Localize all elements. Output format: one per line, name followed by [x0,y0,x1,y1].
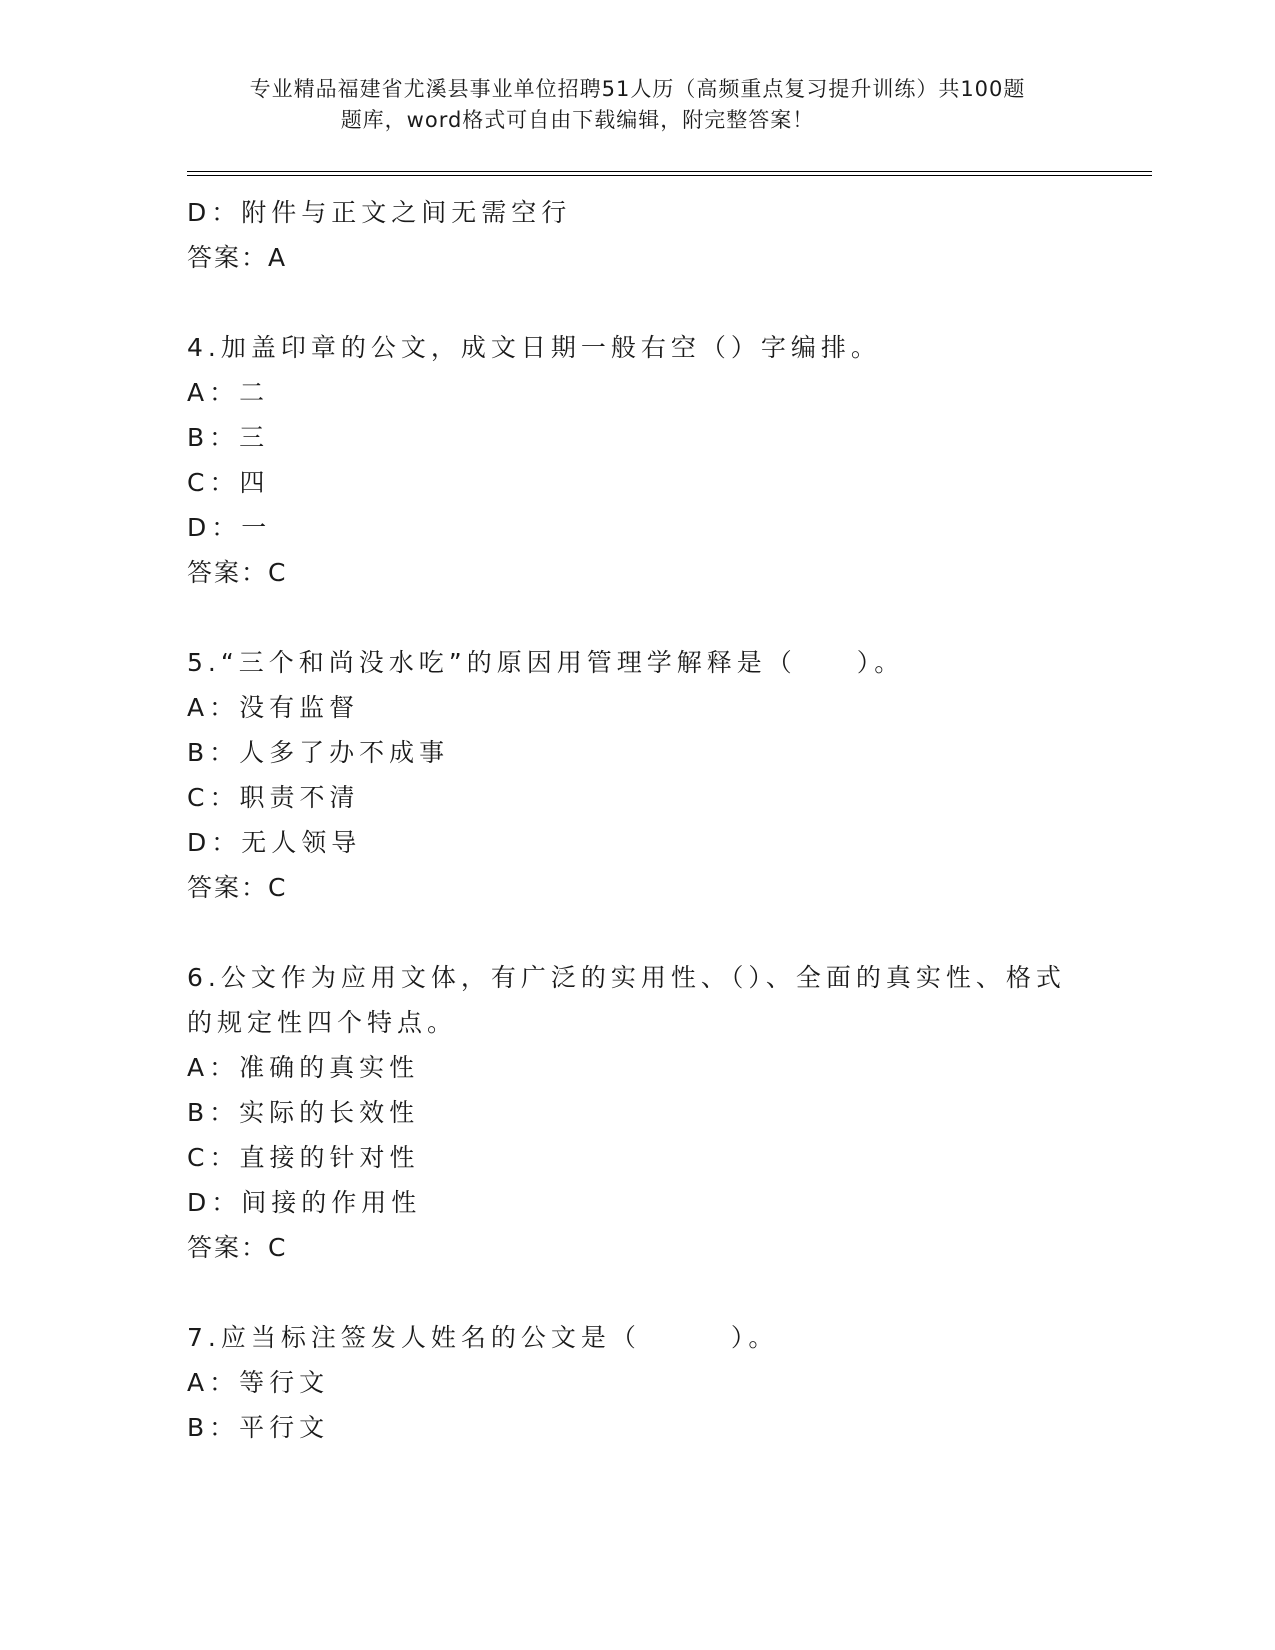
option-b: B：人多了办不成事 [187,738,450,767]
option-b: B：平行文 [187,1413,330,1442]
option-c: C：四 [187,468,270,497]
option-a: A：二 [187,378,270,407]
option-c: C：职责不清 [187,783,360,812]
option-a: A：等行文 [187,1368,330,1397]
question-text: 4.加盖印章的公文，成文日期一般右空（）字编排。 [187,333,881,362]
option-d: D：间接的作用性 [187,1188,422,1217]
question-text: 5.“三个和尚没水吃”的原因用管理学解释是（ ）。 [187,648,905,677]
question-6 [187,955,1087,1270]
question-7 [187,1315,1087,1450]
option-c: C：直接的针对性 [187,1143,420,1172]
question-text: 7.应当标注签发人姓名的公文是（ ）。 [187,1323,779,1352]
question-list [187,190,1087,1450]
option-b: B：实际的长效性 [187,1098,420,1127]
page-header [0,74,1275,136]
option-d: D：附件与正文之间无需空行 [187,198,572,227]
header-title-line2: 题库，word格式可自由下载编辑，附完整答案！ [340,108,815,132]
answer: 答案：A [187,243,288,272]
question-5 [187,640,1087,910]
question-3-tail [187,190,1087,280]
option-d: D：无人领导 [187,828,362,857]
answer: 答案：C [187,1233,288,1262]
question-text-line2: 的规定性四个特点。 [187,1008,458,1037]
option-a: A：没有监督 [187,693,360,722]
option-d: D：一 [187,513,272,542]
answer: 答案：C [187,558,288,587]
option-a: A：准确的真实性 [187,1053,420,1082]
answer: 答案：C [187,873,288,902]
question-text-line1: 6.公文作为应用文体，有广泛的实用性、（）、全面的真实性、格式 [187,963,1066,992]
header-title-line1: 专业精品福建省尤溪县事业单位招聘51人历（高频重点复习提升训练）共100题 [249,77,1026,101]
header-rule-top [187,171,1152,172]
option-b: B：三 [187,423,270,452]
question-4 [187,325,1087,595]
header-rule-bottom [187,175,1152,176]
